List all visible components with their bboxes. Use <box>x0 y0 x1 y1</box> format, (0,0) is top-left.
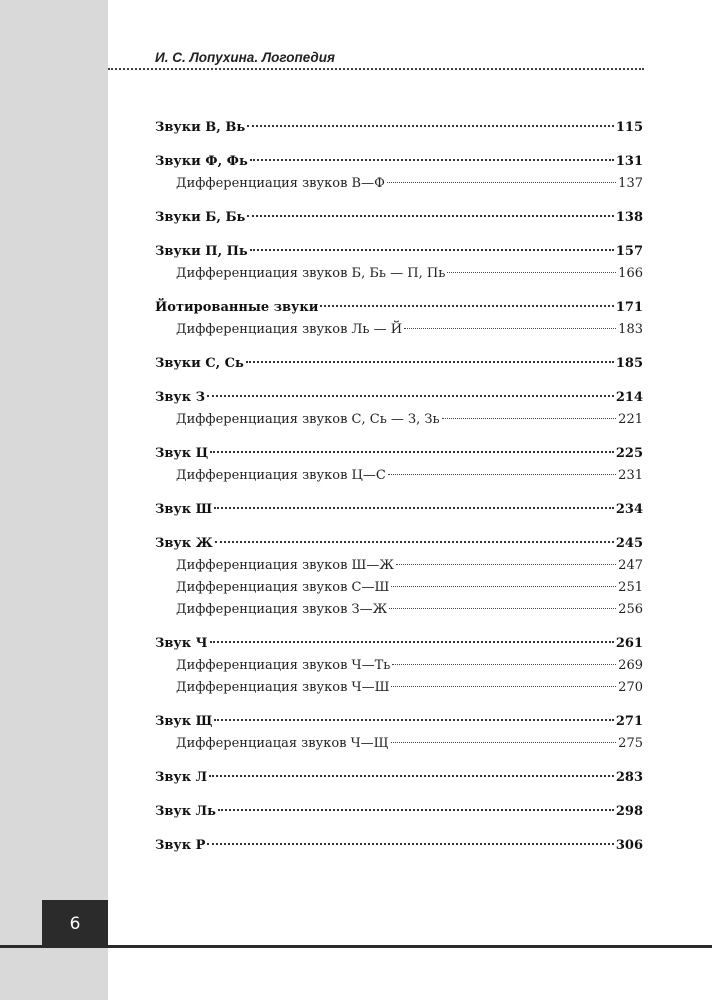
toc-entry-title: Дифференциация звуков Ль — Й <box>176 322 403 337</box>
toc-entry-title: Дифференциация звуков З—Ж <box>176 602 388 617</box>
toc-entry-title: Звук Ж <box>155 536 213 551</box>
toc-chapter-entry[interactable] <box>155 354 643 376</box>
toc-entry-page: 269 <box>618 658 643 673</box>
toc-entry-page: 214 <box>615 390 643 405</box>
toc-entry-title: Звуки С, Сь <box>155 356 244 371</box>
toc-chapter-entry[interactable] <box>155 444 643 466</box>
toc-dot-leader <box>209 775 614 777</box>
toc-subentry[interactable] <box>155 264 643 286</box>
toc-entry-page: 245 <box>615 536 643 551</box>
toc-entry-page: 166 <box>618 266 643 281</box>
toc-chapter-entry[interactable] <box>155 634 643 656</box>
toc-entry-title: Звуки П, Пь <box>155 244 248 259</box>
toc-dot-leader <box>250 249 614 251</box>
toc-chapter-entry[interactable] <box>155 802 643 824</box>
toc-entry-page: 131 <box>615 154 643 169</box>
toc-subentry[interactable] <box>155 678 643 700</box>
toc-chapter-entry[interactable] <box>155 534 643 556</box>
toc-subentry[interactable] <box>155 320 643 342</box>
table-of-contents <box>155 118 643 858</box>
toc-entry-page: 298 <box>615 804 643 819</box>
toc-dot-leader <box>404 328 616 329</box>
toc-chapter-entry[interactable] <box>155 388 643 410</box>
toc-chapter-entry[interactable] <box>155 712 643 734</box>
toc-dot-leader <box>392 664 616 665</box>
toc-entry-title: Звук Ль <box>155 804 216 819</box>
toc-entry-title: Дифференциацая звуков Ч—Щ <box>176 736 389 751</box>
toc-subentry[interactable] <box>155 556 643 578</box>
toc-dot-leader <box>215 541 614 543</box>
toc-chapter-entry[interactable] <box>155 152 643 174</box>
toc-entry-page: 171 <box>615 300 643 315</box>
toc-entry-title: Йотированные звуки <box>155 300 319 315</box>
toc-dot-leader <box>207 395 614 397</box>
toc-entry-page: 247 <box>618 558 643 573</box>
toc-entry-title: Звук Ч <box>155 636 208 651</box>
toc-dot-leader <box>247 125 614 127</box>
toc-entry-page: 185 <box>615 356 643 371</box>
toc-entry-title: Дифференциация звуков Ч—Ш <box>176 680 390 695</box>
toc-chapter-entry[interactable] <box>155 500 643 522</box>
toc-subentry[interactable] <box>155 410 643 432</box>
toc-dot-leader <box>218 809 614 811</box>
toc-entry-title: Дифференциация звуков Ч—Ть <box>176 658 391 673</box>
toc-dot-leader <box>247 215 613 217</box>
header-rule <box>108 68 644 70</box>
toc-entry-title: Звуки Б, Бь <box>155 210 246 225</box>
toc-dot-leader <box>391 586 616 587</box>
toc-dot-leader <box>442 418 617 419</box>
toc-entry-title: Дифференциация звуков Ш—Ж <box>176 558 394 573</box>
toc-entry-page: 225 <box>615 446 643 461</box>
toc-chapter-entry[interactable] <box>155 836 643 858</box>
toc-entry-page: 271 <box>615 714 643 729</box>
toc-dot-leader <box>391 686 616 687</box>
page-number: 6 <box>42 900 108 947</box>
toc-entry-page: 157 <box>615 244 643 259</box>
toc-dot-leader <box>391 742 617 743</box>
toc-dot-leader <box>396 564 616 565</box>
toc-dot-leader <box>246 361 614 363</box>
toc-entry-title: Звук Л <box>155 770 208 785</box>
toc-chapter-entry[interactable] <box>155 208 643 230</box>
toc-entry-title: Звук З <box>155 390 206 405</box>
toc-chapter-entry[interactable] <box>155 242 643 264</box>
toc-chapter-entry[interactable] <box>155 768 643 790</box>
toc-subentry[interactable] <box>155 174 643 196</box>
toc-entry-page: 283 <box>615 770 643 785</box>
toc-entry-title: Дифференциация звуков С, Сь — З, Зь <box>176 412 440 427</box>
toc-entry-page: 231 <box>618 468 643 483</box>
toc-entry-title: Звук Р <box>155 838 206 853</box>
toc-dot-leader <box>387 182 616 183</box>
toc-dot-leader <box>388 474 616 475</box>
toc-subentry[interactable] <box>155 734 643 756</box>
running-title: И. С. Лопухина. Логопедия <box>155 50 335 65</box>
toc-entry-page: 275 <box>618 736 643 751</box>
toc-entry-title: Звук Щ <box>155 714 213 729</box>
toc-entry-page: 138 <box>615 210 643 225</box>
toc-dot-leader <box>320 305 613 307</box>
toc-entry-title: Звуки В, Вь <box>155 120 246 135</box>
toc-dot-leader <box>207 843 613 845</box>
toc-dot-leader <box>447 272 616 273</box>
toc-dot-leader <box>210 641 614 643</box>
toc-entry-page: 115 <box>615 120 643 135</box>
side-strip <box>0 0 108 1000</box>
toc-chapter-entry[interactable] <box>155 118 643 140</box>
toc-entry-page: 183 <box>618 322 643 337</box>
toc-entry-title: Звук Ш <box>155 502 213 517</box>
toc-entry-page: 270 <box>618 680 643 695</box>
toc-entry-page: 306 <box>615 838 643 853</box>
toc-entry-title: Дифференциация звуков Ц—С <box>176 468 386 483</box>
toc-subentry[interactable] <box>155 578 643 600</box>
toc-entry-page: 137 <box>618 176 643 191</box>
toc-dot-leader <box>214 507 614 509</box>
toc-dot-leader <box>389 608 616 609</box>
toc-entry-title: Дифференциация звуков Б, Бь — П, Пь <box>176 266 446 281</box>
toc-dot-leader <box>250 159 614 161</box>
toc-subentry[interactable] <box>155 656 643 678</box>
toc-subentry[interactable] <box>155 466 643 488</box>
toc-dot-leader <box>210 451 614 453</box>
toc-entry-page: 261 <box>615 636 643 651</box>
toc-entry-title: Дифференциация звуков В—Ф <box>176 176 385 191</box>
toc-entry-page: 256 <box>618 602 643 617</box>
toc-entry-page: 251 <box>618 580 643 595</box>
toc-entry-page: 221 <box>618 412 643 427</box>
toc-dot-leader <box>214 719 613 721</box>
toc-entry-page: 234 <box>615 502 643 517</box>
toc-entry-title: Дифференциация звуков С—Ш <box>176 580 390 595</box>
toc-subentry[interactable] <box>155 600 643 622</box>
toc-entry-title: Звуки Ф, Фь <box>155 154 248 169</box>
toc-chapter-entry[interactable] <box>155 298 643 320</box>
toc-entry-title: Звук Ц <box>155 446 209 461</box>
